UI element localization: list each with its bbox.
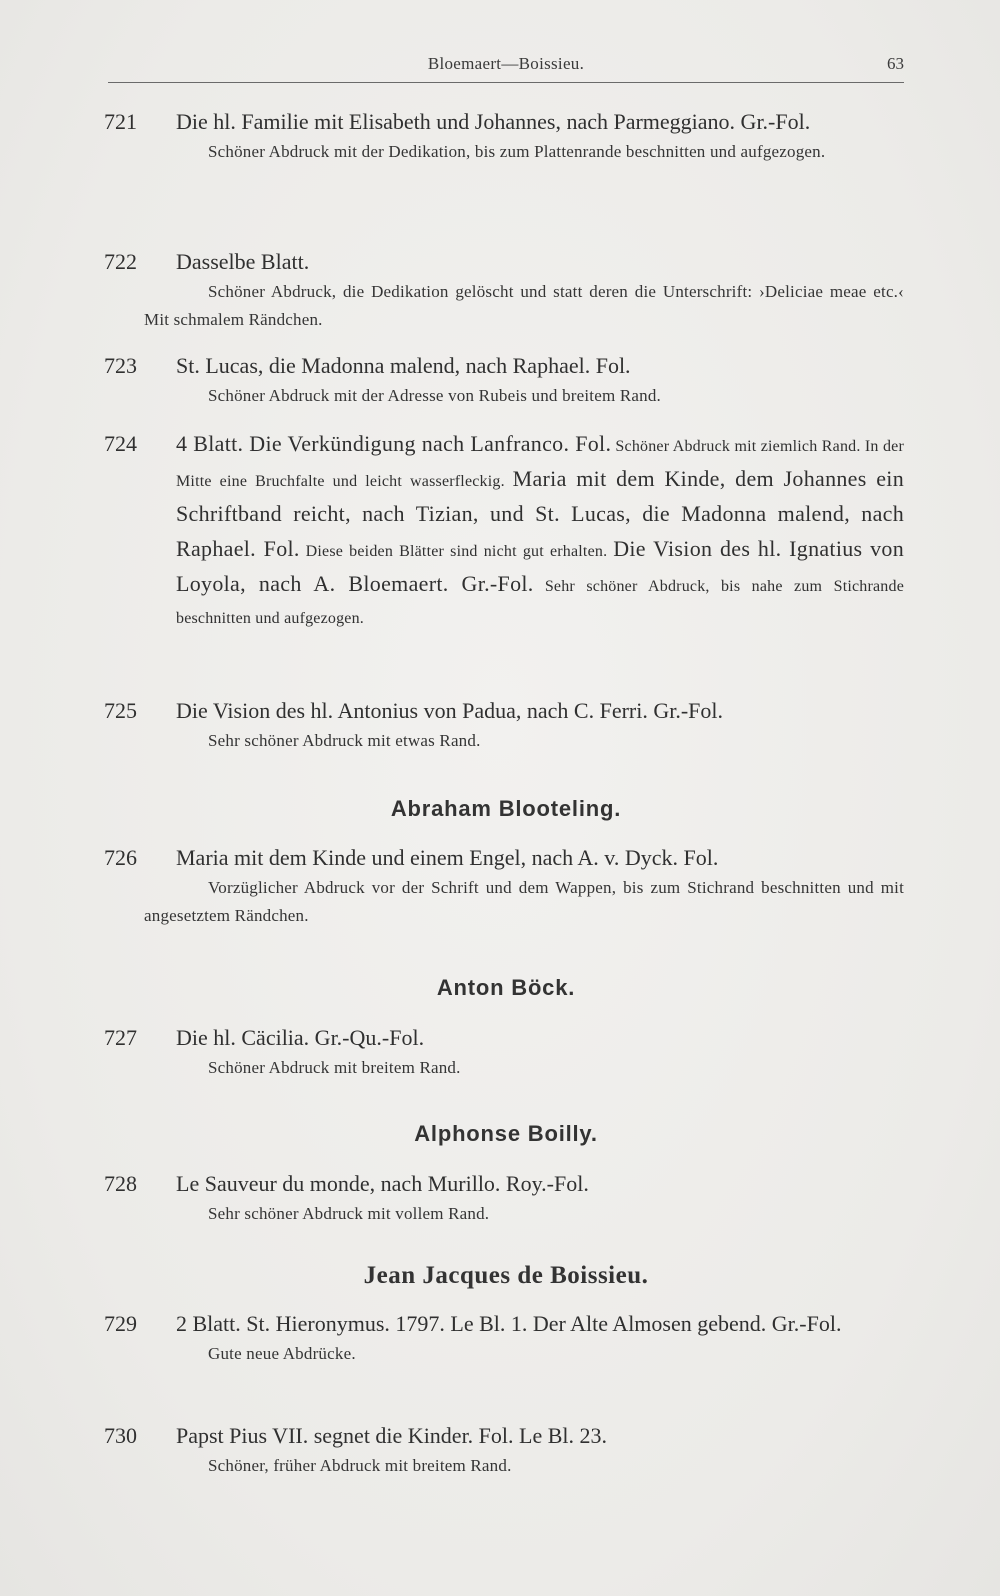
entry-note: Sehr schöner Abdruck mit vollem Rand. <box>208 1204 490 1223</box>
artist-heading-blooteling: Abraham Blooteling. <box>390 796 622 821</box>
entry-body <box>176 428 904 635</box>
entry-note: Diese beiden Blätter sind nicht gut erhalten. <box>305 543 608 560</box>
entry-note: Schöner Abdruck, die Dedikation gelöscht und statt deren die Unterschrift: ›Deliciae meae etc.‹ Mit schmalem Rändchen. <box>144 282 904 329</box>
entry-title: Die Vision des hl. Ignatius von Loyola, nach A. Bloemaert. Gr.-Fol. <box>176 536 905 596</box>
artist-heading-boissieu: Jean Jacques de Boissieu. <box>363 1262 649 1289</box>
entry-number: 723 <box>104 353 137 378</box>
catalog-entry-725 <box>104 695 904 755</box>
entry-title: Maria mit dem Kinde und einem Engel, nach A. v. Dyck. Fol. <box>176 845 719 870</box>
entry-note: Schöner, früher Abdruck mit breitem Rand. <box>208 1456 512 1475</box>
entry-note: Schöner Abdruck mit der Adresse von Rubeis und breitem Rand. <box>208 386 661 405</box>
entry-number: 725 <box>104 698 137 723</box>
entry-number: 728 <box>104 1171 137 1196</box>
entry-number: 724 <box>104 431 137 456</box>
running-title: Bloemaert—Boissieu. <box>427 54 585 73</box>
entry-title: Die hl. Cäcilia. Gr.-Qu.-Fol. <box>176 1025 425 1050</box>
entry-number: 721 <box>104 109 137 134</box>
entry-title: Papst Pius VII. segnet die Kinder. Fol. Le Bl. 23. <box>176 1423 608 1448</box>
catalog-entry-723 <box>104 350 904 410</box>
entry-note: Sehr schöner Abdruck, bis nahe zum Stichrande beschnitten und aufgezogen. <box>176 578 905 627</box>
entry-body <box>144 842 904 930</box>
catalog-entry-721 <box>104 106 904 166</box>
entry-note: Vorzüglicher Abdruck vor der Schrift und dem Wappen, bis zum Stichrand beschnitten und mit angesetztem Rändchen. <box>144 878 904 925</box>
entry-note: Schöner Abdruck mit der Dedikation, bis zum Plattenrande beschnitten und aufgezogen. <box>208 142 826 161</box>
entry-title: Dasselbe Blatt. <box>176 249 310 274</box>
entry-note: Sehr schöner Abdruck mit etwas Rand. <box>208 731 481 750</box>
entry-body <box>176 1168 904 1228</box>
entry-number: 729 <box>104 1311 137 1336</box>
entry-title: Die hl. Familie mit Elisabeth und Johannes, nach Parmeggiano. Gr.-Fol. <box>176 109 811 134</box>
entry-note: Schöner Abdruck mit breitem Rand. <box>208 1058 461 1077</box>
entry-body <box>176 350 904 410</box>
artist-heading-boeck: Anton Böck. <box>436 975 576 1000</box>
entry-number: 726 <box>104 845 137 870</box>
entry-title: Die Vision des hl. Antonius von Padua, nach C. Ferri. Gr.-Fol. <box>176 698 724 723</box>
entry-note: Schöner Abdruck mit ziemlich Rand. In der Mitte eine Bruchfalte und leicht wasserfleckig. <box>176 438 905 490</box>
entry-body <box>176 695 904 755</box>
entry-number: 722 <box>104 249 137 274</box>
catalog-entry-730 <box>104 1420 904 1480</box>
entry-title: 2 Blatt. St. Hieronymus. 1797. Le Bl. 1. Der Alte Almosen gebend. Gr.-Fol. <box>176 1311 842 1336</box>
entry-body <box>176 1022 904 1082</box>
running-head <box>108 50 904 83</box>
entry-title: St. Lucas, die Madonna malend, nach Raphael. Fol. <box>176 353 631 378</box>
entry-body <box>176 1420 904 1480</box>
catalog-entry-722 <box>104 246 904 334</box>
catalog-entry-724 <box>104 428 904 635</box>
catalog-entry-728 <box>104 1168 904 1228</box>
entry-number: 730 <box>104 1423 137 1448</box>
entry-body <box>176 1308 904 1368</box>
catalog-entry-726 <box>104 842 904 930</box>
entry-paragraph <box>176 428 904 635</box>
entry-title: Le Sauveur du monde, nach Murillo. Roy.-Fol. <box>176 1171 589 1196</box>
catalog-entry-729 <box>104 1308 904 1368</box>
entry-body <box>176 106 904 166</box>
entry-title: 4 Blatt. Die Verkündigung nach Lanfranco. Fol. <box>176 431 612 456</box>
artist-heading-boilly: Alphonse Boilly. <box>414 1121 598 1146</box>
catalog-entry-727 <box>104 1022 904 1082</box>
page-number: 63 <box>887 54 904 73</box>
entry-note: Gute neue Abdrücke. <box>208 1344 356 1363</box>
entry-number: 727 <box>104 1025 137 1050</box>
entry-title: Maria mit dem Kinde, dem Johannes ein Schriftband reicht, nach Tizian, und St. Lucas, die Madonna malend, nach Raphael. Fol. <box>176 466 904 561</box>
entry-body <box>144 246 904 334</box>
